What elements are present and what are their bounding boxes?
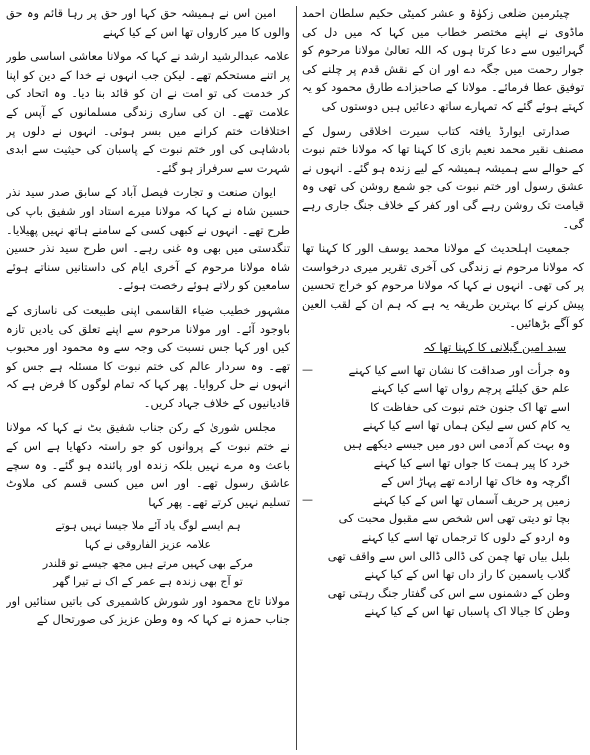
- verse-block: [302, 361, 584, 621]
- verse-line: خرد کا پیر ہمت کا جواں تھا اسے کیا کہنے: [373, 455, 570, 470]
- verse-line: — زمیں پر حریف آسماں تھا اس کے کیا کہنے: [302, 491, 584, 510]
- verse-line: وہ بہت کم آدمی اس دور میں جیسے دیکھے ہیں: [343, 437, 570, 452]
- paragraph-zia-qasmi: مشہور خطیب ضیاء القاسمی اپنی طبیعت کی ناسازی کے باوجود آئے۔ اور مولانا مرحوم سے اپنے تعلق کی یادیں تازہ کیں اور کہا جس نسبت کی وجہ سے وہ محمود اور محبوب تھے۔ وہ سردار عالم کی ختم نبوت کا مسئلہ ہے جس کو انہوں نے حل کروایا۔ پھر کہا کہ تمام لوگوں کا فرض ہے کہ قادیانیوں کے خلاف جہاد کریں۔: [6, 302, 290, 410]
- couplet-line: مرکے بھی کہیں مرتے ہیں مجھ جیسے تو قلندر: [42, 556, 254, 570]
- couplet-line: تو آج بھی زندہ ہے عمر کے اک نے تیرا گھر: [53, 575, 243, 589]
- paragraph-taj-mahmood: مولانا تاج محمود اور شورش کاشمیری کی باتیں سنائیں اور جناب حمزہ نے کہا کہ وہ وطن عزیز کی صورتحال کے: [6, 593, 290, 627]
- paragraph-ahle-hadith: جمعیت اہلحدیث کے مولانا محمد یوسف الور کا کہنا تھا کہ مولانا مرحوم نے زندگی کی آخری تقریر میری درخواست پر کی تھی۔ انہوں نے کہا کہ مولانا مرحوم کو خراج تحسین پیش کرنے کا بہترین طریقہ یہ ہے کہ ہم ان کے لقب العین کو آگے بڑھائیں۔: [302, 241, 584, 330]
- verse-line: وہ اردو کے دلوں کا ترجماں تھا اسے کیا کہنے: [361, 530, 570, 545]
- verse-line: گلاب یاسمین کا راز داں تھا اس کے کیا کہنے: [364, 567, 570, 582]
- couplet-line: ہم ایسے لوگ یاد آئے ملا جیسا نہیں ہوتے: [55, 519, 241, 533]
- paragraph-opening-verse: امین اس نے ہمیشہ حق کہا اور حق پر رہا قائم وہ حق والوں کا میر کارواں تھا اس کے کیا کہنے: [6, 6, 290, 39]
- verse-line: وطن کا جیالا اک پاسباں تھا اس کے کیا کہنے: [364, 604, 570, 619]
- verse-line: بچا تو دیتی تھی اس شخص سے مقبول محبت کی: [338, 511, 570, 526]
- column-divider: [296, 6, 297, 750]
- dash-marker: —: [302, 362, 313, 376]
- dash-marker: —: [302, 492, 313, 506]
- verse-line: اگرچہ وہ خاک تھا ارادے تھے پہاڑ اس کے: [381, 474, 570, 489]
- left-column: [6, 4, 290, 752]
- paragraph-amin-gilani-intro: سید امین گیلانی کا کہنا تھا کہ: [423, 340, 566, 355]
- verse-line: بلبل بیاں تھا چمن کی ڈالی ڈالی اس سے واقف تھی: [327, 548, 570, 563]
- verse-line: علم حق کیلئے پرچم رواں تھا اسے کیا کہنے: [371, 381, 570, 396]
- verse-line: یہ کام کس سے لیکن ہماں تھا اسے کیا کہنے: [362, 418, 570, 433]
- paragraph-nazar-hussain: ایوان صنعت و تجارت فیصل آباد کے سابق صدر سید نذر حسین شاہ نے کہا کہ مولانا میرے استاد اور شفیق باپ کی طرح تھے۔ انہوں نے کبھی کسی کے سامنے ہاتھ نہیں پھیلایا۔ تنگدستی میں بھی وہ غنی رہے۔ اس طرح سید نذر حسین شاہ مولانا مرحوم کے آخری ایام کی داستانیں سناتے ہوئے سامعین کو رلاتے ہوئے رخصت ہوئے۔: [6, 185, 290, 293]
- paragraph-shafiq-butt: مجلس شوریٰ کے رکن جناب شفیق بٹ نے کہا کہ مولانا نے ختم نبوت کے پروانوں کو جو راستہ دکھایا ہے اس کے باعث وہ مرے نہیں بلکہ زندہ اور پائندہ ہو گئے۔ وہ سچے عاشق رسول تھے۔ اور اس میں کسی قسم کی ملاوٹ تسلیم نہیں کرتے تھے۔ پھر کہا: [6, 420, 290, 509]
- paragraph-zakat-chairman: چیئرمین ضلعی زکوٰۃ و عشر کمیٹی حکیم سلطان احمد ماڈوی نے اپنے مختصر خطاب میں کہا کہ میں دل کی گہرائیوں سے دعا کرتا ہوں کہ اللہ تعالیٰ مولانا مرحوم کو جوار رحمت میں جگہ دے اور ان کے نقش قدم پر چلنے کی توفیق عطا فرمائے۔ مولانا کے صاحبزادے طارق محمود کو یہ کہتے ہوئے گئے کہ تمہارے ساتھ دعائیں ہیں دوستوں کی: [302, 6, 584, 113]
- paragraph-award-author: صدارتی ایوارڈ یافتہ کتاب سیرت اخلاقی رسول کے مصنف نقیر محمد نعیم بازی کا کہنا تھا کہ مولانا ختم نبوت کے حوالے سے ہمیشہ ہمیشہ کے لیے زندہ ہو گئے۔ انہوں نے عشق رسول اور ختم نبوت کی جو شمع روشن کی تھی وہ قیامت تک روشن رہے گی اور کفر کے خلاف جنگ جاری رہے گی۔: [302, 123, 584, 231]
- verse-line: اسے تھا اک جنون ختم نبوت کی حفاظت کا: [370, 399, 570, 414]
- attribution-line: علامہ عزیز الفاروقی نے کہا: [84, 538, 212, 552]
- right-column: [302, 4, 584, 752]
- verse-line: — وہ جرأت اور صداقت کا نشان تھا اسے کیا کہنے: [302, 361, 584, 380]
- verse-line: وطن کے دشمنوں سے اس کی گفتار جنگ رہتی تھی: [327, 585, 570, 600]
- paragraph-abdul-rasheed: علامہ عبدالرشید ارشد نے کہا کہ مولانا معاشی اساسی طور پر اتنے مستحکم تھے۔ لیکن جب انہوں نے خدا کے دین کو اپنا کر خدمت کی تو امت نے ان کو قائد بنا دیا۔ وہ اتحاد کی علامت تھے۔ ان کی ساری زندگی مسلمانوں کے آپس کے اختلافات ختم کرانے میں بسر ہوئی۔ انہوں نے دلوں پر بادشاہی کی اور ختم نبوت کے پاسبان کی حیثیت سے ابدی شہرت سے سرفراز ہو گئے۔: [6, 49, 290, 175]
